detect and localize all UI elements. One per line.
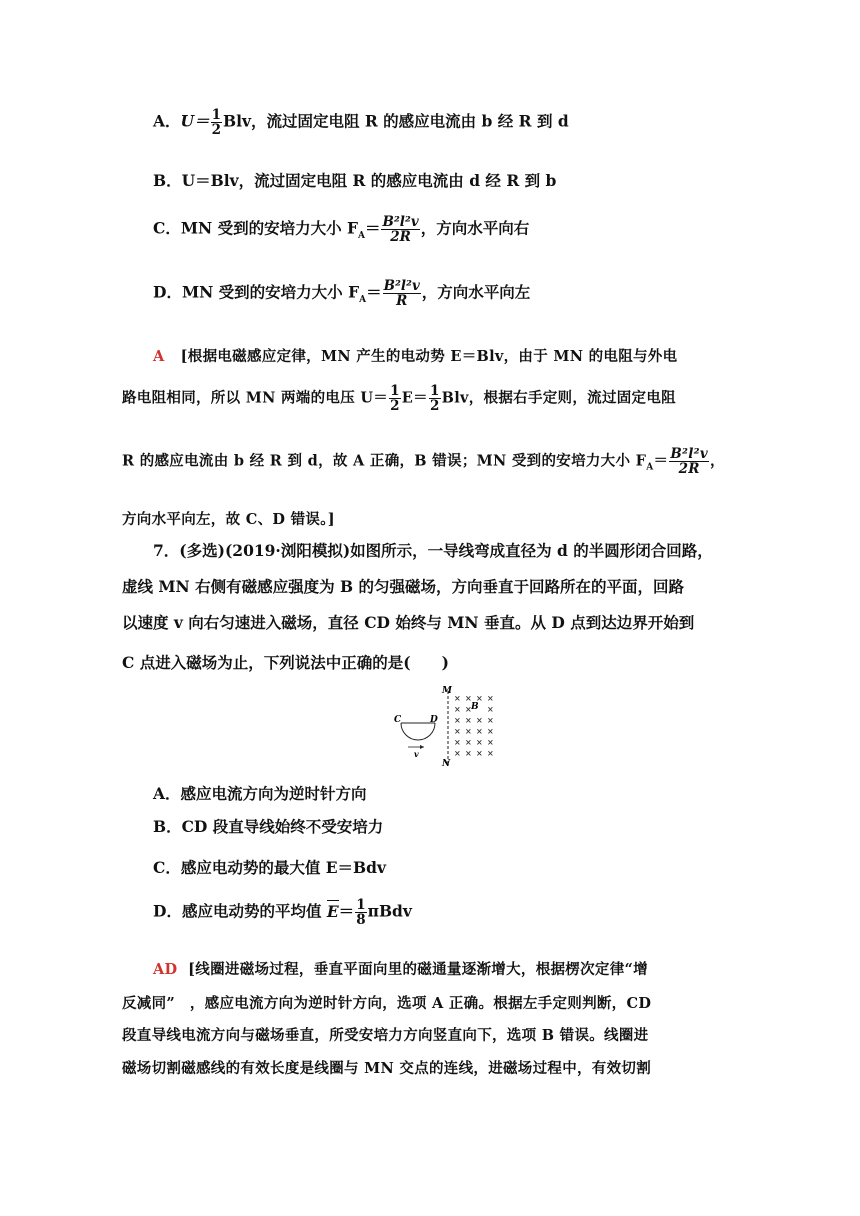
- semicircle-magnetic-field-figure: [388, 683, 508, 769]
- q6-answer-line-2: 路电阻相同，所以 MN 两端的电压 U＝ $\frac{1}{2}$ E＝ $\frac{1}{2}$ Blv，根据右手定则，流过固定电阻: [122, 383, 676, 415]
- fraction: $\frac{1}{8}$: [356, 897, 366, 929]
- q7-answer-line-3: 段直导线电流方向与磁场垂直，所受安培力方向竖直向下，选项 B 错误。线圈进: [122, 1027, 649, 1044]
- q7-answer-line-1: AD [线圈进磁场过程，垂直平面向里的磁通量逐渐增大，根据楞次定律“增: [153, 961, 648, 978]
- fraction: $\frac{\text{B²l²v}}{R}$: [383, 278, 420, 310]
- label-m: M: [442, 686, 452, 696]
- label-n: N: [442, 759, 451, 769]
- field-cross: ×: [476, 748, 483, 758]
- field-cross: ×: [465, 704, 472, 714]
- field-cross: ×: [476, 693, 483, 703]
- q6-answer-line-3: R 的感应电流由 b 经 R 到 d，故 A 正确，B 错误；MN 受到的安培力大小 $F_A=$ $\frac{\text{B²l²v}}{2R}$ ，: [122, 446, 725, 478]
- field-cross: ×: [487, 704, 494, 714]
- q6-option-d: D．MN 受到的安培力大小 $F_A=$ $\frac{\text{B²l²v}}{R}$ ，方向水平向左: [153, 278, 531, 310]
- label-d: D: [430, 715, 438, 725]
- label-b: B: [471, 702, 479, 712]
- q7-option-b: B．CD 段直导线始终不受安培力: [153, 817, 384, 836]
- field-cross: ×: [465, 693, 472, 703]
- mean-emf-symbol: E: [326, 901, 339, 921]
- field-cross: ×: [454, 737, 461, 747]
- field-cross: ×: [487, 715, 494, 725]
- field-cross: ×: [465, 715, 472, 725]
- label-c: C: [394, 715, 402, 725]
- field-cross: ×: [454, 748, 461, 758]
- q7-answer-line-2: 反减同” ，感应电流方向为逆时针方向，选项 A 正确。根据左手定则判断，CD: [122, 995, 652, 1012]
- field-cross: ×: [487, 693, 494, 703]
- field-cross: ×: [454, 693, 461, 703]
- field-cross: ×: [476, 737, 483, 747]
- fraction: $\frac{\text{B²l²v}}{2R}$: [382, 214, 419, 246]
- field-cross: ×: [476, 715, 483, 725]
- field-cross: ×: [487, 748, 494, 758]
- semicircle-arc: [401, 723, 435, 740]
- fraction: $\frac{1}{2}$: [211, 107, 221, 139]
- q7-stem-line-2: 虚线 MN 右侧有磁感应强度为 B 的匀强磁场，方向垂直于回路所在的平面，回路: [122, 577, 685, 596]
- q6-answer-line-4: 方向水平向左，故 C、D 错误。]: [122, 511, 335, 528]
- q6-option-b: B．U＝Blv，流过固定电阻 R 的感应电流由 d 经 R 到 b: [153, 171, 557, 190]
- q7-option-d: D．感应电动势的平均值 E＝ $\frac{1}{8}$ πBdv: [153, 897, 412, 929]
- field-cross: ×: [487, 726, 494, 736]
- field-cross: ×: [465, 726, 472, 736]
- field-cross: ×: [454, 704, 461, 714]
- q6-option-a: A．U＝ $\frac{1}{2}$ Blv，流过固定电阻 R 的感应电流由 b 经 R 到 d: [153, 107, 569, 139]
- answer-key: A: [153, 348, 165, 365]
- q7-option-c: C．感应电动势的最大值 E＝Bdv: [153, 858, 386, 877]
- field-cross: ×: [454, 726, 461, 736]
- q7-option-a: A．感应电流方向为逆时针方向: [153, 784, 367, 803]
- q7-stem-line-1: 7．(多选)(2019·浏阳模拟)如图所示，一导线弯成直径为 d 的半圆形闭合回路，: [153, 541, 713, 560]
- field-cross: ×: [476, 726, 483, 736]
- field-cross: ×: [465, 737, 472, 747]
- field-cross: ×: [454, 715, 461, 725]
- fraction: $\frac{\text{B²l²v}}{2R}$: [670, 446, 709, 478]
- q6-option-c: C．MN 受到的安培力大小 $F_A=$ $\frac{\text{B²l²v}}{2R}$ ，方向水平向右: [153, 214, 530, 246]
- arrow-head-icon: [420, 745, 424, 749]
- q7-answer-line-4: 磁场切割磁感线的有效长度是线圈与 MN 交点的连线，进磁场过程中，有效切割: [122, 1060, 651, 1077]
- q7-stem-line-4: C 点进入磁场为止，下列说法中正确的是( ): [122, 653, 449, 672]
- field-cross: ×: [487, 737, 494, 747]
- fraction: $\frac{1}{2}$: [429, 383, 440, 415]
- q7-stem-line-3: 以速度 v 向右匀速进入磁场，直径 CD 始终与 MN 垂直。从 D 点到达边界开始到: [122, 613, 695, 632]
- fraction: $\frac{1}{2}$: [390, 383, 400, 415]
- label-v: v: [414, 749, 419, 759]
- field-cross: ×: [465, 748, 472, 758]
- q6-answer-line-1: A [根据电磁感应定律，MN 产生的电动势 E＝Blv，由于 MN 的电阻与外电: [153, 348, 678, 365]
- answer-key: AD: [153, 961, 178, 978]
